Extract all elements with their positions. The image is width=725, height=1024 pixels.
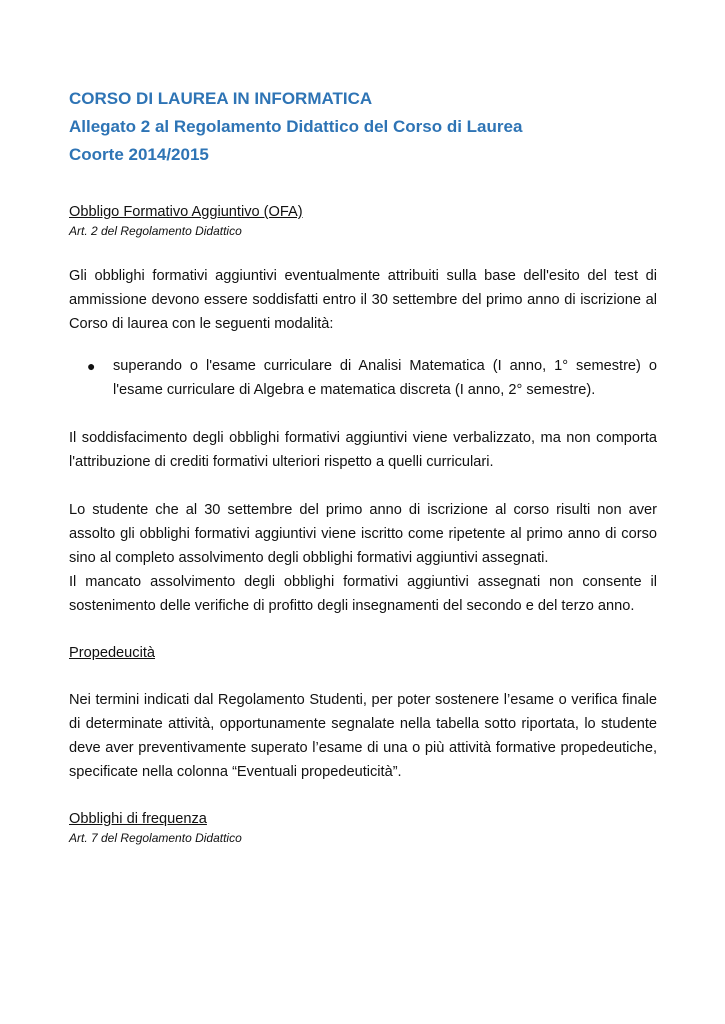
title-line-3: Coorte 2014/2015: [69, 145, 209, 164]
ofa-bullet-text: superando o l'esame curriculare di Analisi Matematica (I anno, 1° semestre) o l'esame curriculare di Algebra e matematica discreta (I anno, 2° semestre).: [113, 358, 657, 398]
document-title: [69, 85, 657, 169]
document-page: [69, 85, 657, 847]
ofa-heading: Obbligo Formativo Aggiuntivo (OFA): [69, 204, 303, 220]
ofa-paragraph-4: Il mancato assolvimento degli obblighi formativi aggiuntivi assegnati non consente il sostenimento delle verifiche di profitto degli insegnamenti del secondo e del terzo anno.: [69, 574, 657, 614]
propedeuticita-heading: Propedeucità: [69, 645, 156, 661]
bullet-icon: ●: [87, 358, 96, 374]
ofa-paragraph-2: Il soddisfacimento degli obblighi formativi aggiuntivi viene verbalizzato, ma non comporta l'attribuzione di crediti formativi ulteriori rispetto a quelli curriculari.: [69, 430, 657, 470]
ofa-reference: Art. 2 del Regolamento Didattico: [69, 224, 242, 238]
frequenza-reference: Art. 7 del Regolamento Didattico: [69, 831, 242, 845]
frequenza-heading: Obblighi di frequenza: [69, 811, 207, 827]
ofa-bullet-item: [87, 354, 657, 402]
title-line-1: CORSO DI LAUREA IN INFORMATICA: [69, 89, 373, 108]
propedeuticita-paragraph: Nei termini indicati dal Regolamento Studenti, per poter sostenere l’esame o verifica finale di determinate attività, opportunamente segnalate nella tabella sotto riportata, lo studente deve aver preventivamente superato l’esame di una o più attività formative propedeutiche, specificate nella colonna “Eventuali propedeuticità”.: [69, 692, 657, 780]
ofa-paragraph-3: Lo studente che al 30 settembre del primo anno di iscrizione al corso risulti non aver assolto gli obblighi formativi aggiuntivi viene iscritto come ripetente al primo anno di corso sino al completo assolvimento degli obblighi formativi aggiuntivi assegnati.: [69, 502, 657, 566]
title-line-2: Allegato 2 al Regolamento Didattico del Corso di Laurea: [69, 117, 523, 136]
ofa-intro-paragraph: Gli obblighi formativi aggiuntivi eventualmente attribuiti sulla base dell'esito del test di ammissione devono essere soddisfatti entro il 30 settembre del primo anno di iscrizione al Corso di laurea con le seguenti modalità:: [69, 268, 657, 332]
